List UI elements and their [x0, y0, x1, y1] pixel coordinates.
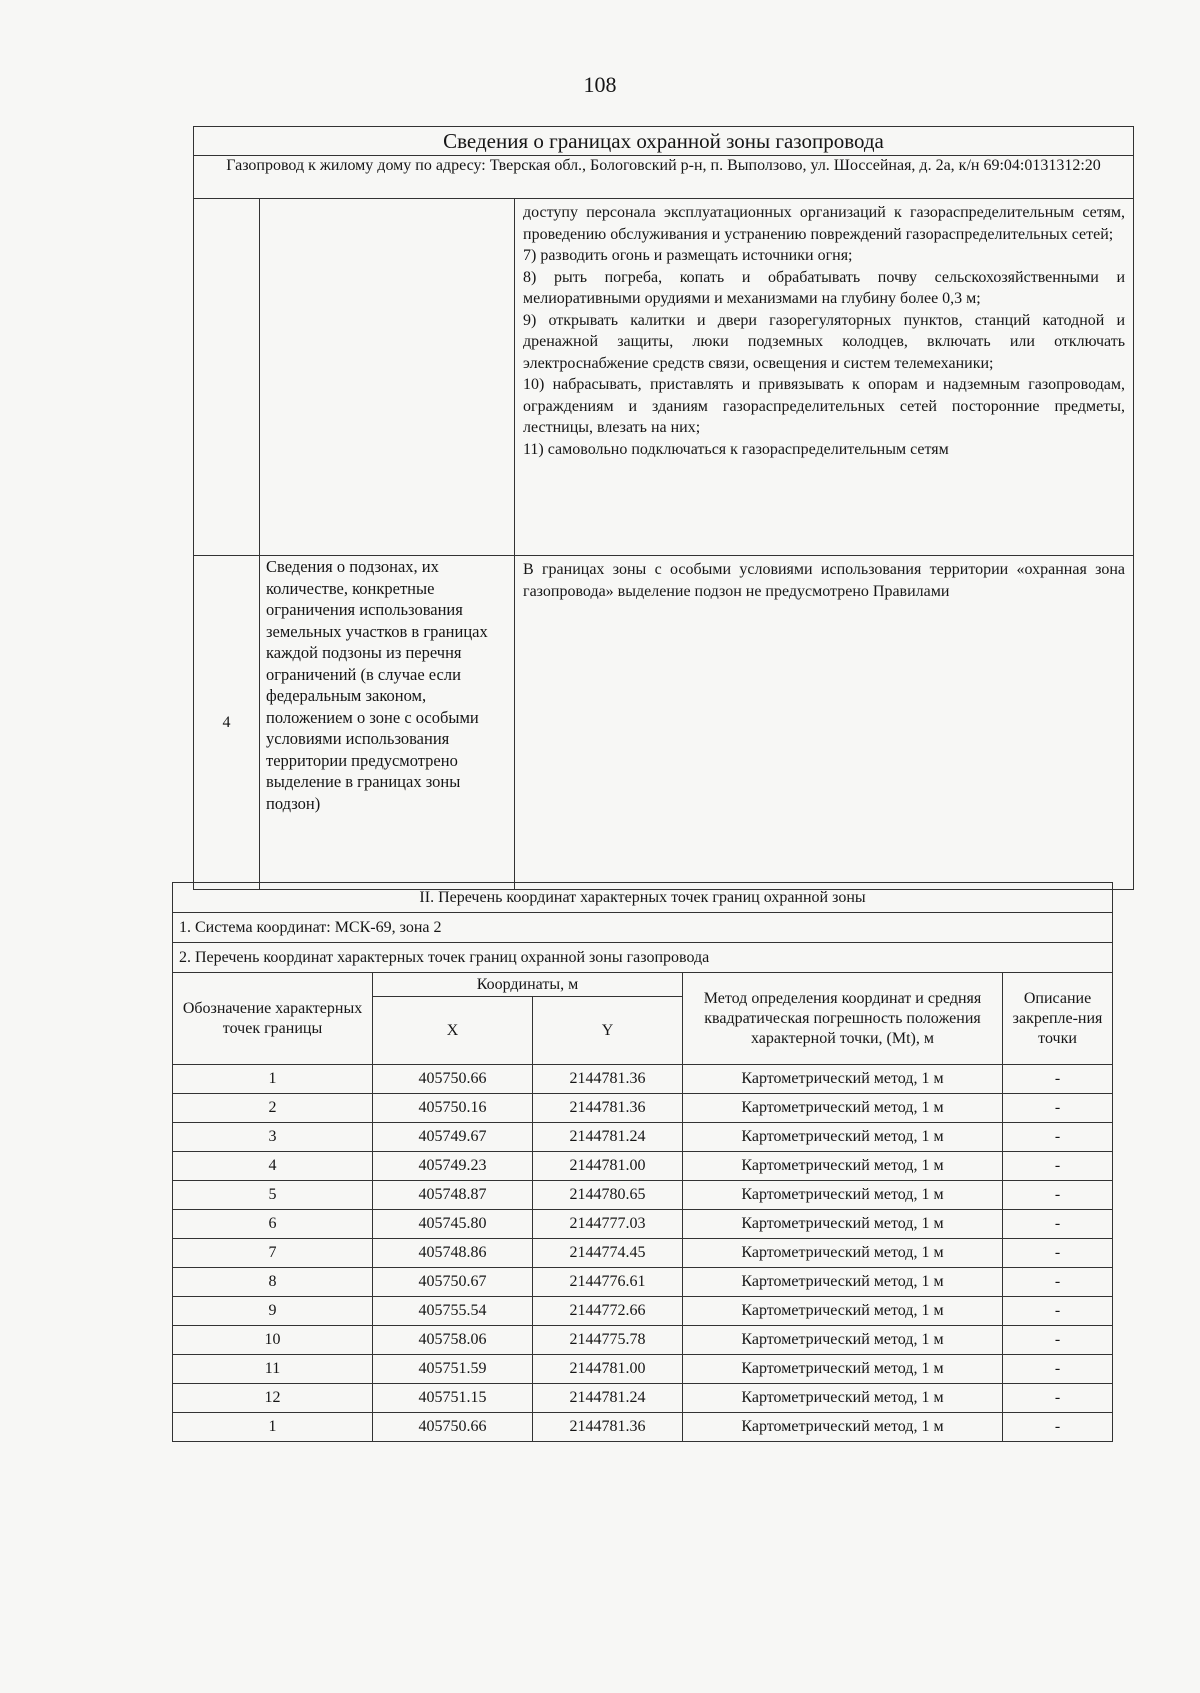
table-row [173, 1239, 1113, 1268]
description-cell: - [1003, 1181, 1113, 1210]
coordinate-system: 1. Система координат: МСК-69, зона 2 [173, 913, 1113, 943]
restrictions-continuation-row [194, 199, 1134, 556]
description-cell: - [1003, 1065, 1113, 1094]
point-cell: 1 [173, 1413, 373, 1442]
method-cell: Картометрический метод, 1 м [683, 1210, 1003, 1239]
description-cell: - [1003, 1413, 1113, 1442]
table-row [173, 1268, 1113, 1297]
header-row [173, 973, 1113, 997]
coordinates-table [172, 882, 1113, 1442]
y-cell: 2144781.36 [533, 1413, 683, 1442]
description-cell: - [1003, 1384, 1113, 1413]
point-cell: 5 [173, 1181, 373, 1210]
y-cell: 2144781.36 [533, 1094, 683, 1123]
point-cell: 9 [173, 1297, 373, 1326]
method-cell: Картометрический метод, 1 м [683, 1094, 1003, 1123]
point-cell: 6 [173, 1210, 373, 1239]
description-cell: - [1003, 1210, 1113, 1239]
method-cell: Картометрический метод, 1 м [683, 1123, 1003, 1152]
method-cell: Картометрический метод, 1 м [683, 1239, 1003, 1268]
restrictions-list [515, 199, 1134, 556]
point-cell: 12 [173, 1384, 373, 1413]
table-title: Сведения о границах охранной зоны газопровода [194, 127, 1134, 156]
method-cell: Картометрический метод, 1 м [683, 1181, 1003, 1210]
empty-num-cell [194, 199, 260, 556]
header-x: X [373, 997, 533, 1065]
y-cell: 2144774.45 [533, 1239, 683, 1268]
x-cell: 405748.86 [373, 1239, 533, 1268]
y-cell: 2144781.00 [533, 1152, 683, 1181]
x-cell: 405745.80 [373, 1210, 533, 1239]
description-cell: - [1003, 1297, 1113, 1326]
table-row [173, 1210, 1113, 1239]
point-cell: 8 [173, 1268, 373, 1297]
x-cell: 405751.59 [373, 1355, 533, 1384]
table-row [173, 1326, 1113, 1355]
description-cell: - [1003, 1094, 1113, 1123]
header-method: Метод определения координат и средняя квадратическая погрешность положения характерной точки, (Mt), м [683, 973, 1003, 1065]
table-row [173, 1152, 1113, 1181]
method-cell: Картометрический метод, 1 м [683, 1268, 1003, 1297]
restriction-item: 10) набрасывать, приставлять и привязывать к опорам и надземным газопроводам, ограждениям и зданиям газораспределительных сетей посторонние предметы, лестницы, влезать на них; [523, 376, 1126, 436]
section-title: II. Перечень координат характерных точек границ охранной зоны [173, 883, 1113, 913]
y-cell: 2144777.03 [533, 1210, 683, 1239]
restriction-item: 11) самовольно подключаться к газораспределительным сетям [523, 440, 949, 458]
header-description: Описание закрепле-ния точки [1003, 973, 1113, 1065]
description-cell: - [1003, 1355, 1113, 1384]
page-number: 108 [583, 72, 617, 97]
table-row [173, 1355, 1113, 1384]
subzones-row [194, 556, 1134, 890]
point-cell: 2 [173, 1094, 373, 1123]
method-cell: Картометрический метод, 1 м [683, 1065, 1003, 1094]
x-cell: 405748.87 [373, 1181, 533, 1210]
description-cell: - [1003, 1152, 1113, 1181]
subzones-text: В границах зоны с особыми условиями использования территории «охранная зона газопровода» выделение подзон не предусмотрено Правилами [523, 561, 1126, 600]
point-cell: 1 [173, 1065, 373, 1094]
point-cell: 11 [173, 1355, 373, 1384]
point-cell: 3 [173, 1123, 373, 1152]
method-cell: Картометрический метод, 1 м [683, 1326, 1003, 1355]
x-cell: 405751.15 [373, 1384, 533, 1413]
method-cell: Картометрический метод, 1 м [683, 1413, 1003, 1442]
empty-label-cell [260, 199, 515, 556]
x-cell: 405749.67 [373, 1123, 533, 1152]
y-cell: 2144781.24 [533, 1384, 683, 1413]
method-cell: Картометрический метод, 1 м [683, 1152, 1003, 1181]
x-cell: 405749.23 [373, 1152, 533, 1181]
description-cell: - [1003, 1326, 1113, 1355]
point-cell: 10 [173, 1326, 373, 1355]
y-cell: 2144776.61 [533, 1268, 683, 1297]
title-row [194, 127, 1134, 156]
header-y: Y [533, 997, 683, 1065]
x-cell: 405750.16 [373, 1094, 533, 1123]
row-number: 4 [194, 556, 260, 890]
restriction-item: доступу персонала эксплуатационных организаций к газораспределительным сетям, проведению обслуживания и устранению повреждений газораспределительных сетей; [523, 204, 1126, 243]
x-cell: 405758.06 [373, 1326, 533, 1355]
zone-info-table [193, 126, 1134, 890]
y-cell: 2144775.78 [533, 1326, 683, 1355]
y-cell: 2144781.36 [533, 1065, 683, 1094]
address-row [194, 156, 1134, 199]
table-row [173, 1065, 1113, 1094]
list-title: 2. Перечень координат характерных точек границ охранной зоны газопровода [173, 943, 1113, 973]
object-address: Газопровод к жилому дому по адресу: Тверская обл., Бологовский р-н, п. Выползово, ул. Шоссейная, д. 2а, к/н 69:04:0131312:20 [194, 156, 1134, 199]
description-cell: - [1003, 1239, 1113, 1268]
x-cell: 405750.66 [373, 1413, 533, 1442]
table-row [173, 1413, 1113, 1442]
table-row [173, 1297, 1113, 1326]
method-cell: Картометрический метод, 1 м [683, 1355, 1003, 1384]
method-cell: Картометрический метод, 1 м [683, 1297, 1003, 1326]
x-cell: 405755.54 [373, 1297, 533, 1326]
subzones-content [515, 556, 1134, 890]
x-cell: 405750.67 [373, 1268, 533, 1297]
y-cell: 2144780.65 [533, 1181, 683, 1210]
table-row [173, 1094, 1113, 1123]
point-cell: 7 [173, 1239, 373, 1268]
table-row [173, 1181, 1113, 1210]
restriction-item: 7) разводить огонь и размещать источники огня; [523, 247, 853, 264]
header-coords: Координаты, м [373, 973, 683, 997]
table-row [173, 1123, 1113, 1152]
table-row [173, 1384, 1113, 1413]
restriction-item: 8) рыть погреба, копать и обрабатывать почву сельскохозяйственными и мелиоративными орудиями и механизмами на глубину более 0,3 м; [523, 268, 1126, 307]
y-cell: 2144772.66 [533, 1297, 683, 1326]
restriction-item: 9) открывать калитки и двери газорегуляторных пунктов, станций катодной и дренажной защиты, люки подземных колодцев, включать или отключать электроснабжение средств связи, освещения и систем телемеханики; [523, 311, 1126, 372]
subzones-label: Сведения о подзонах, их количестве, конкретные ограничения использования земельных участков в границах каждой подзоны из перечня ограничений (в случае если федеральным законом, положением о зоне с особыми условиями использования территории предусмотрено выделение в границах зоны подзон) [260, 556, 515, 890]
y-cell: 2144781.24 [533, 1123, 683, 1152]
description-cell: - [1003, 1268, 1113, 1297]
x-cell: 405750.66 [373, 1065, 533, 1094]
header-point: Обозначение характерных точек границы [173, 973, 373, 1065]
point-cell: 4 [173, 1152, 373, 1181]
y-cell: 2144781.00 [533, 1355, 683, 1384]
method-cell: Картометрический метод, 1 м [683, 1384, 1003, 1413]
description-cell: - [1003, 1123, 1113, 1152]
